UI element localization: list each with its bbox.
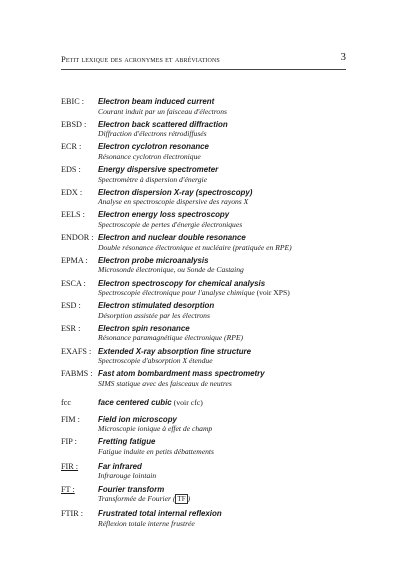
list-item (61, 120, 351, 143)
definition (98, 288, 290, 297)
acronym: ENDOR : (61, 233, 94, 243)
definition: Double résonance électronique et nucléaire (pratiquée en RPE) (98, 242, 292, 252)
definition-text: Spectroscopie électronique pour l'analyse chimique (98, 288, 255, 297)
acronym: EPMA : (61, 255, 88, 265)
list-item (61, 415, 351, 438)
list-item (61, 97, 351, 120)
definition-text: Transformée de Fourier (98, 494, 171, 504)
acronym: FIM : (61, 414, 80, 424)
list-item (61, 301, 351, 324)
term: Electron spin resonance (98, 323, 190, 333)
list-item (61, 347, 351, 370)
list-item (61, 165, 351, 188)
definition: Analyse en spectroscopie dispersive des rayons X (98, 197, 249, 207)
term: Electron beam induced current (98, 97, 215, 106)
definition: Transformée de Fourier ( TF ) (98, 494, 191, 504)
acronym: FT : (61, 484, 75, 494)
term: Electron cyclotron resonance (98, 142, 209, 152)
term: Fast atom bombardment mass spectrometry (98, 369, 265, 379)
term-text: face centered cubic (98, 397, 172, 407)
definition: Résonance cyclotron électronique (98, 151, 201, 161)
list-item (61, 437, 351, 462)
term: Electron probe microanalysis (98, 255, 209, 265)
definition: Spectroscopie de pertes d'énergie électroniques (98, 219, 243, 229)
definition: Désorption assistée par les électrons (98, 310, 210, 320)
term: Electron and nuclear double resonance (98, 233, 246, 243)
term: Electron energy loss spectroscopy (98, 210, 230, 220)
term: Electron back scattered diffraction (98, 119, 228, 129)
term: Frustrated total internal reflexion (98, 509, 222, 519)
definition: Infrarouge lointain (98, 471, 157, 481)
acronym: FIP : (61, 437, 77, 447)
acronym: fcc (61, 397, 71, 407)
acronym: EELS : (61, 210, 85, 220)
acronym: ESCA : (61, 278, 86, 288)
acronym: FABMS : (61, 369, 93, 379)
list-item (61, 324, 351, 347)
acronym: ESR : (61, 323, 81, 333)
cross-reference: (voir cfc) (171, 397, 203, 407)
term: Field ion microscopy (98, 414, 177, 424)
list-item (61, 462, 351, 485)
list-item (61, 210, 351, 233)
term: Energy dispersive spectrometer (98, 165, 219, 175)
acronym: ESD : (61, 301, 81, 311)
definition: Diffraction d'électrons rétrodiffusés (98, 129, 207, 139)
definition: Réflexion totale interne frustrée (98, 518, 195, 528)
boxed-abbreviation: TF (177, 495, 186, 504)
definition: SIMS statique avec des faisceaux de neutres (98, 378, 232, 388)
acronym: ECR : (61, 142, 82, 152)
acronym: FIR : (61, 461, 79, 471)
term: Fretting fatigue (98, 437, 156, 447)
list-item (61, 188, 351, 211)
definition: Spectromètre à dispersion d'énergie (98, 174, 207, 184)
term: Electron stimulated desorption (98, 301, 215, 311)
list-item (61, 279, 351, 302)
cross-reference: (voir XPS) (254, 288, 290, 297)
page-number: 3 (340, 51, 346, 63)
acronym-list (61, 97, 351, 532)
list-item (61, 398, 351, 415)
running-title: Petit lexique des acronymes et abréviations (61, 54, 220, 64)
term: Far infrared (98, 461, 142, 471)
list-item (61, 369, 351, 398)
term: Electron dispersion X-ray (spectroscopy) (98, 187, 253, 197)
acronym: FTIR : (61, 509, 84, 519)
acronym: EDS : (61, 165, 81, 175)
list-item (61, 256, 351, 279)
definition: Courant induit par un faisceau d'électrons (98, 106, 227, 116)
list-item (61, 509, 351, 532)
list-item (61, 142, 351, 165)
acronym: EBSD : (61, 119, 87, 129)
definition: Résonance paramagnétique électronique (RPE) (98, 333, 244, 343)
acronym: EXAFS : (61, 346, 92, 356)
acronym: EDX : (61, 187, 83, 197)
list-item (61, 233, 351, 256)
term: Fourier transform (98, 484, 165, 494)
list-item (61, 485, 351, 510)
term: Extended X-ray absorption fine structure (98, 346, 252, 356)
term (98, 398, 203, 407)
definition: Fatigue induite en petits débattements (98, 446, 214, 456)
definition: Microsonde électronique, ou Sonde de Castaing (98, 265, 244, 275)
definition: Microscopie ionique à effet de champ (98, 424, 213, 434)
definition: Spectroscopie d'absorption X étendue (98, 356, 213, 366)
page-header (61, 53, 346, 70)
acronym: EBIC : (61, 97, 84, 106)
term: Electron spectroscopy for chemical analysis (98, 278, 266, 288)
